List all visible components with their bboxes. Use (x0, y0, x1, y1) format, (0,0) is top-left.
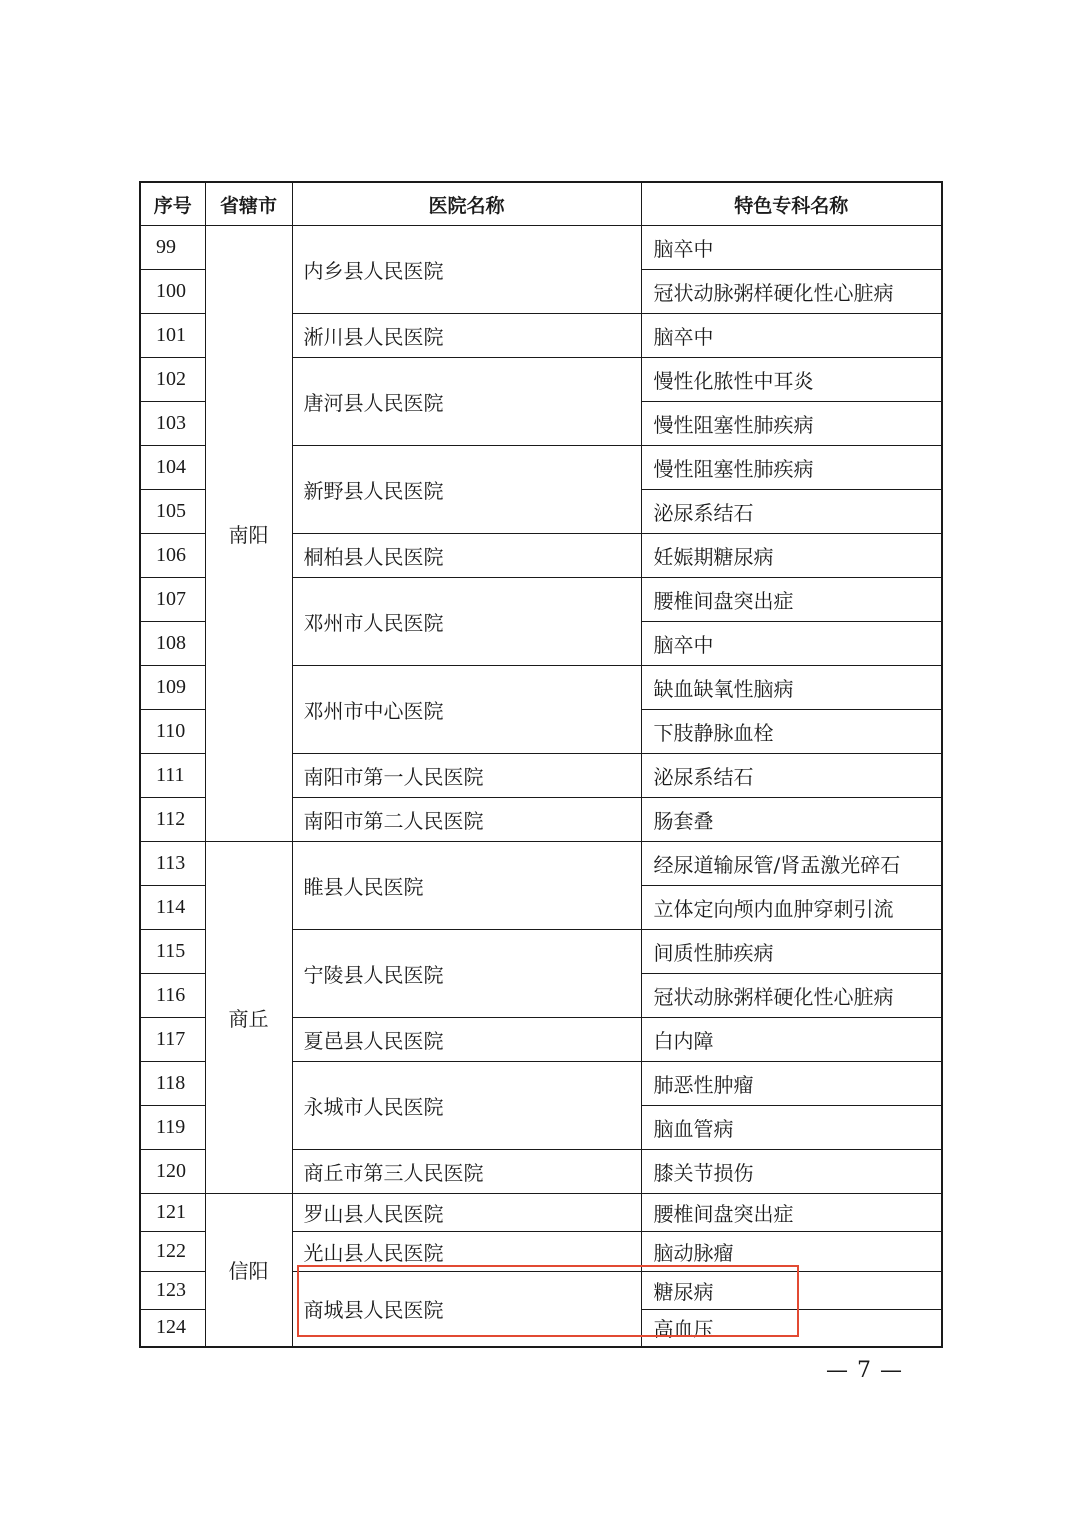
cell-seq: 101 (140, 314, 205, 358)
cell-specialty: 慢性化脓性中耳炎 (641, 358, 942, 402)
cell-hospital: 宁陵县人民医院 (292, 930, 641, 1018)
cell-seq: 124 (140, 1310, 205, 1347)
cell-hospital: 商城县人民医院 (292, 1272, 641, 1347)
cell-specialty: 经尿道输尿管/肾盂激光碎石 (641, 842, 942, 886)
cell-hospital: 淅川县人民医院 (292, 314, 641, 358)
cell-city: 南阳 (205, 226, 292, 842)
header-hospital: 医院名称 (292, 182, 641, 226)
specialty-table (139, 181, 943, 1348)
cell-hospital: 桐柏县人民医院 (292, 534, 641, 578)
cell-specialty: 糖尿病 (641, 1272, 942, 1310)
cell-hospital: 南阳市第一人民医院 (292, 754, 641, 798)
cell-hospital: 邓州市人民医院 (292, 578, 641, 666)
cell-seq: 113 (140, 842, 205, 886)
cell-seq: 100 (140, 270, 205, 314)
cell-seq: 102 (140, 358, 205, 402)
cell-seq: 107 (140, 578, 205, 622)
cell-hospital: 商丘市第三人民医院 (292, 1150, 641, 1194)
cell-specialty: 慢性阻塞性肺疾病 (641, 446, 942, 490)
cell-hospital: 内乡县人民医院 (292, 226, 641, 314)
cell-specialty: 高血压 (641, 1310, 942, 1347)
cell-hospital: 永城市人民医院 (292, 1062, 641, 1150)
cell-specialty: 缺血缺氧性脑病 (641, 666, 942, 710)
cell-specialty: 脑卒中 (641, 314, 942, 358)
cell-seq: 119 (140, 1106, 205, 1150)
table-row (140, 842, 942, 886)
cell-specialty: 妊娠期糖尿病 (641, 534, 942, 578)
cell-hospital: 睢县人民医院 (292, 842, 641, 930)
cell-seq: 99 (140, 226, 205, 270)
header-city: 省辖市 (205, 182, 292, 226)
cell-seq: 104 (140, 446, 205, 490)
cell-specialty: 腰椎间盘突出症 (641, 578, 942, 622)
cell-seq: 116 (140, 974, 205, 1018)
cell-specialty: 腰椎间盘突出症 (641, 1194, 942, 1232)
cell-seq: 117 (140, 1018, 205, 1062)
cell-specialty: 间质性肺疾病 (641, 930, 942, 974)
cell-seq: 123 (140, 1272, 205, 1310)
cell-specialty: 白内障 (641, 1018, 942, 1062)
cell-hospital: 邓州市中心医院 (292, 666, 641, 754)
cell-seq: 112 (140, 798, 205, 842)
cell-seq: 111 (140, 754, 205, 798)
cell-hospital: 夏邑县人民医院 (292, 1018, 641, 1062)
header-specialty: 特色专科名称 (641, 182, 942, 226)
cell-specialty: 脑动脉瘤 (641, 1232, 942, 1272)
cell-hospital: 南阳市第二人民医院 (292, 798, 641, 842)
header-seq: 序号 (140, 182, 205, 226)
cell-specialty: 下肢静脉血栓 (641, 710, 942, 754)
cell-specialty: 冠状动脉粥样硬化性心脏病 (641, 974, 942, 1018)
cell-seq: 110 (140, 710, 205, 754)
table-row (140, 226, 942, 270)
cell-specialty: 脑卒中 (641, 226, 942, 270)
header-row (140, 182, 942, 226)
cell-specialty: 肺恶性肿瘤 (641, 1062, 942, 1106)
cell-specialty: 脑卒中 (641, 622, 942, 666)
cell-hospital: 罗山县人民医院 (292, 1194, 641, 1232)
cell-hospital: 新野县人民医院 (292, 446, 641, 534)
cell-specialty: 脑血管病 (641, 1106, 942, 1150)
cell-specialty: 肠套叠 (641, 798, 942, 842)
page-number: — 7 — (826, 1358, 903, 1383)
cell-specialty: 泌尿系结石 (641, 754, 942, 798)
cell-specialty: 膝关节损伤 (641, 1150, 942, 1194)
cell-city: 信阳 (205, 1194, 292, 1347)
cell-seq: 120 (140, 1150, 205, 1194)
cell-specialty: 慢性阻塞性肺疾病 (641, 402, 942, 446)
cell-specialty: 泌尿系结石 (641, 490, 942, 534)
cell-specialty: 立体定向颅内血肿穿刺引流 (641, 886, 942, 930)
cell-seq: 114 (140, 886, 205, 930)
table-body (140, 226, 942, 1347)
cell-seq: 121 (140, 1194, 205, 1232)
cell-seq: 106 (140, 534, 205, 578)
cell-seq: 115 (140, 930, 205, 974)
cell-seq: 105 (140, 490, 205, 534)
cell-seq: 108 (140, 622, 205, 666)
cell-hospital: 光山县人民医院 (292, 1232, 641, 1272)
cell-city: 商丘 (205, 842, 292, 1194)
cell-seq: 109 (140, 666, 205, 710)
cell-hospital: 唐河县人民医院 (292, 358, 641, 446)
table-row (140, 1194, 942, 1232)
cell-seq: 103 (140, 402, 205, 446)
cell-seq: 122 (140, 1232, 205, 1272)
cell-seq: 118 (140, 1062, 205, 1106)
cell-specialty: 冠状动脉粥样硬化性心脏病 (641, 270, 942, 314)
